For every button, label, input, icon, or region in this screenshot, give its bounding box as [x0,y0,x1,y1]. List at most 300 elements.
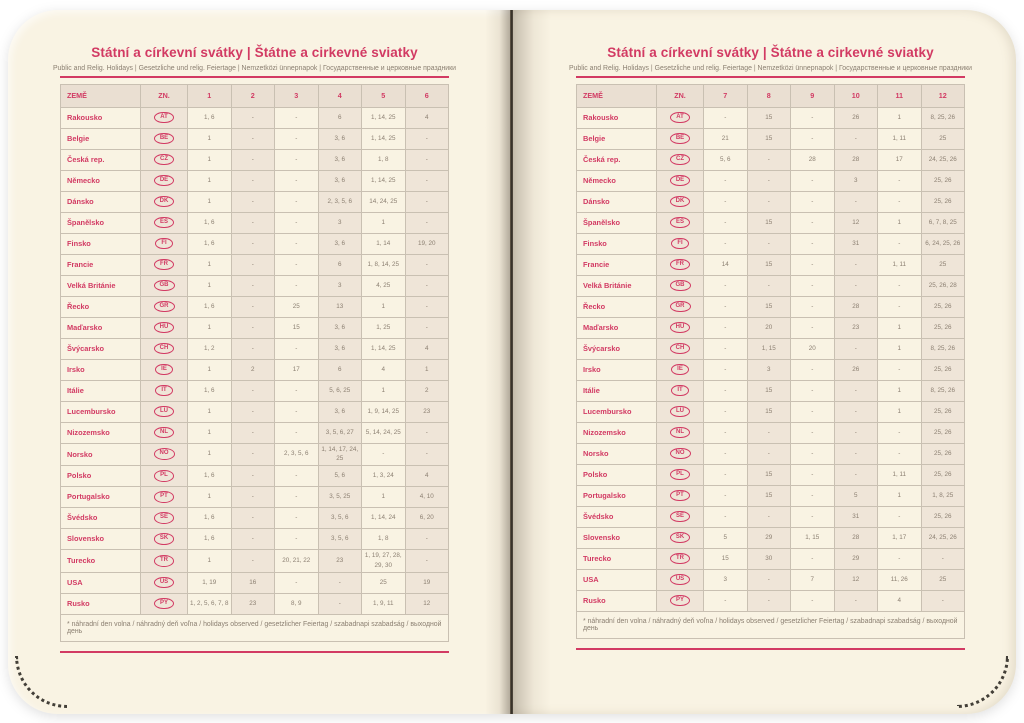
holiday-days-cell: 8, 25, 26 [921,107,965,128]
country-name-cell: Rusko [61,593,141,614]
country-row [577,443,965,464]
country-code-cell [141,359,188,380]
holiday-days-cell: 1, 19 [188,572,232,593]
holiday-days-cell: 3, 5, 6 [318,508,362,529]
holiday-days-cell: 5, 6, 25 [318,380,362,401]
country-name-cell: Itálie [577,380,657,401]
holiday-days-cell: 1, 8 [362,149,406,170]
month-column-header: 12 [921,84,965,107]
holiday-days-cell: - [405,149,449,170]
country-code-badge: GR [670,301,691,313]
holiday-days-cell: 8, 25, 26 [921,338,965,359]
holiday-days-cell: 3, 5, 6, 27 [318,422,362,443]
holiday-days-cell: - [834,191,878,212]
holiday-days-cell: - [275,422,319,443]
holiday-days-cell: 25 [362,572,406,593]
country-code-cell [657,107,704,128]
country-name-cell: Francie [61,254,141,275]
country-row [577,590,965,611]
country-code-cell [141,443,188,466]
holiday-days-cell: 3, 6 [318,401,362,422]
country-row [577,107,965,128]
holiday-days-cell: - [231,401,275,422]
holiday-days-cell: - [704,275,748,296]
holiday-days-cell: 6, 24, 25, 26 [921,233,965,254]
country-row [61,443,449,466]
holiday-days-cell: 1 [188,149,232,170]
holiday-days-cell: 3, 6 [318,170,362,191]
month-column-header: 5 [362,84,406,107]
holiday-days-cell: 28 [791,149,835,170]
holiday-days-cell: 25, 26 [921,443,965,464]
country-code-badge: ES [154,217,174,229]
country-row [577,338,965,359]
country-code-badge: FR [154,259,174,271]
country-name-cell: Turecko [577,548,657,569]
holiday-days-cell: - [791,401,835,422]
country-code-badge: SK [670,532,690,544]
country-name-cell: Finsko [61,233,141,254]
country-code-cell [657,212,704,233]
country-row [577,527,965,548]
country-name-cell: Maďarsko [577,317,657,338]
country-code-badge: IT [155,385,172,397]
month-column-header: 2 [231,84,275,107]
country-code-cell [657,170,704,191]
holiday-days-cell: 28 [834,527,878,548]
holiday-days-cell: - [405,191,449,212]
country-name-cell: Turecko [61,550,141,573]
holiday-days-cell: 1 [188,401,232,422]
holiday-days-cell: 1 [878,338,922,359]
country-name-cell: Portugalsko [61,487,141,508]
month-column-header: 8 [747,84,791,107]
diary-page-right [513,10,1016,714]
country-code-cell [141,572,188,593]
country-code-badge: HU [670,322,691,334]
header-row [61,84,449,107]
holiday-days-cell: - [747,590,791,611]
holiday-days-cell: 15 [747,401,791,422]
country-code-cell [657,485,704,506]
holiday-days-cell: 12 [405,593,449,614]
country-name-cell: Španělsko [61,212,141,233]
holiday-days-cell: - [791,548,835,569]
country-name-cell: Irsko [61,359,141,380]
country-code-cell [141,401,188,422]
country-code-badge: NL [670,427,690,439]
country-row [61,380,449,401]
table-footnote: * náhradní den volna / náhradný deň voľna / holidays observed / gesetzlicher Feiertag / szabadnapi szabadság / выходной день [61,614,449,641]
holiday-days-cell: - [405,422,449,443]
holiday-days-cell: 31 [834,506,878,527]
holiday-days-cell: - [231,296,275,317]
holiday-days-cell: 1, 6 [188,296,232,317]
holiday-days-cell: 1 [188,550,232,573]
country-row [577,422,965,443]
country-name-cell: USA [61,572,141,593]
holiday-days-cell: - [834,443,878,464]
country-code-cell [141,380,188,401]
country-code-cell [657,401,704,422]
holiday-days-cell: - [231,443,275,466]
holiday-days-cell: 1, 6 [188,107,232,128]
header-row [577,84,965,107]
holiday-days-cell: 4 [405,466,449,487]
country-code-badge: PT [154,491,174,503]
holiday-days-cell: - [791,380,835,401]
holiday-days-cell: 15 [747,380,791,401]
holiday-days-cell: - [704,191,748,212]
holiday-days-cell: - [704,380,748,401]
holiday-days-cell: - [704,590,748,611]
holiday-days-cell: 26 [834,359,878,380]
country-name-cell: Lucembursko [577,401,657,422]
country-code-cell [141,317,188,338]
holiday-days-cell: 24, 25, 26 [921,149,965,170]
country-row [61,359,449,380]
holiday-days-cell: 1, 19, 27, 28, 29, 30 [362,550,406,573]
holiday-days-cell: 1 [362,380,406,401]
country-row [577,170,965,191]
country-code-cell [657,191,704,212]
holiday-days-cell: 1 [188,254,232,275]
country-name-cell: Česká rep. [577,149,657,170]
table-footer [577,611,965,638]
holiday-days-cell: - [231,149,275,170]
country-code-cell [657,296,704,317]
holiday-days-cell: 5 [834,485,878,506]
holiday-days-cell: 1, 17 [878,527,922,548]
holiday-days-cell: 6, 7, 8, 25 [921,212,965,233]
country-row [61,529,449,550]
holiday-days-cell: - [704,401,748,422]
holiday-days-cell: - [231,212,275,233]
country-code-badge: LU [154,406,174,418]
holiday-days-cell: 15 [704,548,748,569]
holiday-days-cell: 1, 6 [188,529,232,550]
country-row [61,191,449,212]
holiday-days-cell: 14, 24, 25 [362,191,406,212]
holiday-days-cell: - [275,128,319,149]
holiday-days-cell: 1, 15 [791,527,835,548]
country-code-badge: PY [670,595,690,607]
country-name-cell: Polsko [61,466,141,487]
holiday-days-cell: 25, 26 [921,191,965,212]
holiday-days-cell: 1 [188,275,232,296]
country-name-cell: USA [577,569,657,590]
country-code-cell [141,191,188,212]
country-code-badge: AT [154,112,174,124]
holiday-days-cell: - [318,572,362,593]
holiday-days-cell: - [405,550,449,573]
bottom-rule [60,651,449,653]
country-code-badge: AT [670,112,690,124]
table-body [61,107,449,614]
holiday-days-cell: 20, 21, 22 [275,550,319,573]
page-content-right [513,10,1016,714]
holiday-days-cell: 6 [318,359,362,380]
holiday-days-cell: - [362,443,406,466]
country-name-cell: Rakousko [577,107,657,128]
holiday-table-months-1-6 [60,84,449,642]
holiday-days-cell: - [275,212,319,233]
country-code-badge: CZ [154,154,174,166]
holiday-days-cell: - [231,338,275,359]
holiday-days-cell: 8, 9 [275,593,319,614]
country-code-badge: US [154,577,174,589]
holiday-days-cell: - [275,572,319,593]
holiday-days-cell: 1 [878,212,922,233]
country-row [61,107,449,128]
country-name-cell: Slovensko [61,529,141,550]
country-code-cell [657,149,704,170]
country-code-cell [141,422,188,443]
holiday-days-cell: - [834,380,878,401]
country-code-cell [141,275,188,296]
month-column-header: 1 [188,84,232,107]
holiday-days-cell: 1, 8 [362,529,406,550]
country-row [61,254,449,275]
country-name-cell: Maďarsko [61,317,141,338]
country-row [61,508,449,529]
country-code-badge: DK [670,196,691,208]
country-row [577,380,965,401]
holiday-days-cell: - [704,464,748,485]
holiday-days-cell: - [878,506,922,527]
footnote-row [577,611,965,638]
country-code-cell [657,128,704,149]
country-code-badge: US [670,574,690,586]
holiday-days-cell: - [704,212,748,233]
holiday-days-cell: - [747,443,791,464]
country-row [61,149,449,170]
holiday-days-cell: - [747,233,791,254]
country-row [61,275,449,296]
holiday-days-cell: 25, 26 [921,422,965,443]
holiday-days-cell: 15 [275,317,319,338]
country-code-cell [657,317,704,338]
country-code-cell [141,593,188,614]
holiday-days-cell: 4 [362,359,406,380]
holiday-days-cell: 30 [747,548,791,569]
country-code-badge: SE [154,512,174,524]
country-code-cell [657,506,704,527]
country-code-badge: NO [154,448,175,460]
holiday-days-cell: 16 [231,572,275,593]
country-code-cell [141,170,188,191]
holiday-days-cell: - [791,296,835,317]
table-header [61,84,449,107]
country-row [577,275,965,296]
holiday-days-cell: - [791,212,835,233]
holiday-days-cell: 3, 5, 25 [318,487,362,508]
holiday-days-cell: 1, 6 [188,466,232,487]
holiday-days-cell: 1 [878,380,922,401]
holiday-days-cell: 3 [704,569,748,590]
country-row [577,128,965,149]
holiday-days-cell: - [747,191,791,212]
holiday-days-cell: - [747,422,791,443]
country-code-badge: GB [154,280,175,292]
country-row [61,317,449,338]
country-name-cell: Rakousko [61,107,141,128]
holiday-days-cell: 25, 26 [921,317,965,338]
holiday-days-cell: 1 [878,401,922,422]
holiday-days-cell: - [834,128,878,149]
holiday-days-cell: 25, 26, 28 [921,275,965,296]
country-row [577,548,965,569]
country-row [577,191,965,212]
holiday-days-cell: - [921,590,965,611]
holiday-days-cell: 1 [188,191,232,212]
country-row [61,233,449,254]
country-row [577,296,965,317]
holiday-days-cell: 21 [704,128,748,149]
holiday-days-cell: 15 [747,128,791,149]
country-code-badge: PL [670,469,690,481]
country-row [61,593,449,614]
country-code-badge: SK [154,533,174,545]
holiday-days-cell: 25 [921,569,965,590]
holiday-days-cell: - [747,170,791,191]
holiday-days-cell: - [275,380,319,401]
holiday-days-cell: 1, 11 [878,128,922,149]
country-code-cell [657,464,704,485]
holiday-days-cell: - [231,107,275,128]
holiday-days-cell: 25, 26 [921,464,965,485]
holiday-days-cell: 23 [834,317,878,338]
country-code-cell [657,590,704,611]
page-title: Státní a církevní svátky | Štátne a cirkevné sviatky [91,45,418,60]
holiday-days-cell: 2 [231,359,275,380]
holiday-days-cell: 29 [747,527,791,548]
country-row [61,572,449,593]
country-name-cell: Norsko [61,443,141,466]
bottom-rule [576,648,965,650]
holiday-days-cell: 25 [275,296,319,317]
country-row [577,569,965,590]
holiday-days-cell: 3 [834,170,878,191]
holiday-days-cell: - [231,317,275,338]
holiday-days-cell: - [704,485,748,506]
country-row [61,487,449,508]
code-column-header: ZN. [141,84,188,107]
holiday-days-cell: 1 [188,359,232,380]
holiday-days-cell: 4, 25 [362,275,406,296]
country-name-cell: Itálie [61,380,141,401]
holiday-days-cell: 1, 6 [188,380,232,401]
holiday-days-cell: 1, 14, 25 [362,170,406,191]
holiday-days-cell: 3, 5, 6 [318,529,362,550]
holiday-days-cell: - [747,506,791,527]
month-column-header: 4 [318,84,362,107]
holiday-days-cell: 2, 3, 5, 6 [318,191,362,212]
holiday-days-cell: 1, 2, 5, 6, 7, 8 [188,593,232,614]
country-row [577,506,965,527]
holiday-days-cell: - [791,359,835,380]
holiday-days-cell: 3, 6 [318,233,362,254]
holiday-days-cell: 3, 6 [318,317,362,338]
holiday-days-cell: - [704,107,748,128]
holiday-days-cell: - [405,212,449,233]
country-name-cell: Irsko [577,359,657,380]
country-name-cell: Velká Británie [577,275,657,296]
country-row [577,464,965,485]
holiday-days-cell: 1, 14, 25 [362,338,406,359]
holiday-days-cell: - [231,550,275,573]
holiday-days-cell: - [791,275,835,296]
holiday-days-cell: 1 [188,443,232,466]
holiday-days-cell: 5, 6 [704,149,748,170]
country-column-header: ZEMĚ [577,84,657,107]
country-name-cell: Finsko [577,233,657,254]
month-column-header: 9 [791,84,835,107]
holiday-days-cell: 3 [747,359,791,380]
holiday-days-cell: 15 [747,296,791,317]
holiday-days-cell: - [231,508,275,529]
holiday-days-cell: - [747,275,791,296]
holiday-days-cell: 1 [362,487,406,508]
holiday-days-cell: - [405,529,449,550]
country-code-badge: GB [670,280,691,292]
country-code-badge: DK [154,196,175,208]
country-code-badge: DE [670,175,690,187]
holiday-days-cell: - [405,128,449,149]
country-row [61,401,449,422]
holiday-days-cell: 1, 6 [188,212,232,233]
holiday-days-cell: 1 [878,485,922,506]
country-code-cell [141,466,188,487]
holiday-days-cell: 17 [275,359,319,380]
holiday-days-cell: 1 [188,317,232,338]
country-code-badge: FR [670,259,690,271]
holiday-days-cell: - [275,191,319,212]
country-row [577,149,965,170]
page-subtitle: Public and Relig. Holidays | Gesetzliche und relig. Feiertage | Nemzetközi ünnepnapok | Государственные и церковные праздники [568,64,973,72]
holiday-days-cell: 31 [834,233,878,254]
holiday-days-cell: - [704,506,748,527]
holiday-days-cell: 1, 25 [362,317,406,338]
holiday-days-cell: - [791,485,835,506]
holiday-days-cell: 3 [318,275,362,296]
holiday-days-cell: - [791,128,835,149]
holiday-days-cell: - [275,149,319,170]
country-row [61,550,449,573]
country-code-cell [141,233,188,254]
table-header [577,84,965,107]
holiday-days-cell: - [878,548,922,569]
country-code-cell [141,508,188,529]
holiday-days-cell: - [834,464,878,485]
country-code-badge: IE [155,364,173,376]
footnote-row [61,614,449,641]
holiday-days-cell: 25, 26 [921,359,965,380]
table-footnote: * náhradní den volna / náhradný deň voľna / holidays observed / gesetzlicher Feiertag / szabadnapi szabadság / выходной день [577,611,965,638]
holiday-days-cell: 12 [834,212,878,233]
holiday-days-cell: - [921,548,965,569]
page-content-left [8,10,511,714]
country-name-cell: Řecko [577,296,657,317]
holiday-days-cell: - [704,359,748,380]
country-name-cell: Lucembursko [61,401,141,422]
holiday-days-cell: - [405,254,449,275]
holiday-days-cell: - [878,170,922,191]
diary-open-spread [8,10,1016,714]
holiday-days-cell: - [704,170,748,191]
holiday-days-cell: - [834,254,878,275]
country-code-badge: BE [154,133,174,145]
